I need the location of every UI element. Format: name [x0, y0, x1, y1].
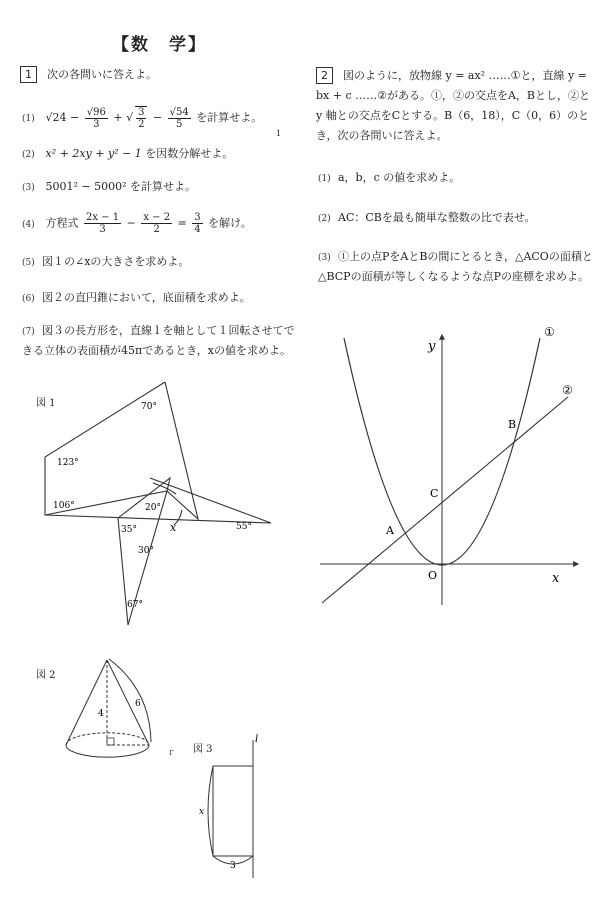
question-text: 図２の直円錐において，底面積を求めよ。 [42, 291, 251, 304]
angle-123: 123° [57, 458, 79, 468]
question-1-5: (5) 図１の∠xの大きさを求めよ。 [22, 255, 190, 268]
question-1-6: (6) 図２の直円錐において，底面積を求めよ。 [22, 291, 251, 304]
section-1-intro: 次の各問いに答えよ。 [47, 68, 157, 81]
expression: x² + 2xy + y² − 1 [45, 147, 142, 160]
origin-label: O [428, 569, 438, 582]
figure-3-label: 図 3 [193, 744, 213, 755]
angle-30: 30° [138, 546, 154, 556]
question-text: を計算せよ。 [196, 111, 263, 124]
rect-side-x-label: x [199, 807, 205, 817]
question-text: 図３の長方形を，直線 l を軸として１回転させてできる立体の表面積が45πであるとき，xの値を求めよ。 [22, 324, 295, 357]
angle-35: 35° [121, 525, 137, 535]
question-1-3: (3) 5001² − 5000² を計算せよ。 [22, 180, 197, 193]
stray-mark: 1 [276, 129, 282, 138]
question-2-2: (2) AC：CBを最も簡単な整数の比で表せ。 [318, 211, 536, 224]
figure-2-label: 図 2 [36, 670, 56, 681]
cone-height-label: 4 [98, 709, 104, 719]
expr-term: √24 [45, 111, 67, 124]
question-text: 図１の∠xの大きさを求めよ。 [42, 255, 190, 268]
question-1-4: (4) 方程式 $\frac{2x - 1}{3}$ − $\frac{x - 2}{2}$ = $\frac{3}{4}$ を解け。 [22, 212, 252, 235]
figure-1-label: 図 1 [36, 398, 56, 409]
angle-x-label: x [170, 521, 177, 534]
question-text: a，b，c の値を求めよ。 [338, 171, 461, 184]
angle-70: 70° [141, 402, 157, 412]
angle-67: 67° [127, 600, 143, 610]
parabola-line-graph [310, 320, 595, 610]
question-1-1: (1) √24 − $\frac{√96}{3}$ + √ $\frac{3}{2}$ − $\frac{√54}{5}$ を計算せよ。 [22, 106, 263, 130]
point-a-label: A [386, 524, 394, 537]
axis-l-label: l [255, 734, 259, 745]
section-2-header [316, 66, 592, 146]
sqrt-fraction: $\frac{3}{2}$ [135, 106, 147, 130]
fraction: $\frac{√96}{3}$ [86, 106, 106, 130]
section-1-header [20, 66, 157, 83]
figure-2-cone [55, 650, 165, 780]
angle-20: 20° [145, 503, 161, 513]
question-1-2: (2) x² + 2xy + y² − 1 を因数分解せよ。 [22, 147, 234, 160]
fig1-outer-shape [45, 382, 198, 519]
point-b-label: B [508, 418, 517, 431]
curve-1-label: ① [544, 325, 555, 339]
fraction: $\frac{√54}{5}$ [169, 106, 189, 130]
question-text: を計算せよ。 [130, 180, 197, 193]
point-c-label: C [430, 487, 439, 500]
section-2-intro: 図のように，放物線 y = ax² ……①と，直線 y = bx + c ……②がある。①，②の交点をA，Bとし，②と y 軸との交点をCとする。B（6，18），C（0，6）のとき，次の各問いに答えよ。 [316, 69, 590, 142]
x-axis-label: x [552, 571, 560, 586]
figure-1-diagram [0, 370, 300, 640]
question-text: ①上の点PをAとBの間にとるとき，△ACOの面積と△BCPの面積が等しくなるような点Pの座標を求めよ。 [318, 250, 593, 283]
stray-tick: r [169, 748, 174, 758]
question-text: を因数分解せよ。 [145, 147, 234, 160]
line-2-label: ② [562, 383, 573, 397]
fraction: $\frac{2x - 1}{3}$ [86, 212, 120, 235]
straight-line [322, 397, 568, 603]
expression: 5001² − 5000² [45, 180, 127, 193]
rect-width-label: 3 [230, 861, 236, 871]
question-2-3: (3) ①上の点PをAとBの間にとるとき，△ACOの面積と△BCPの面積が等しくなるような点Pの座標を求めよ。 [318, 250, 593, 283]
section-2-number: 2 [316, 67, 333, 84]
angle-55: 55° [236, 522, 252, 532]
question-1-7: (7) 図３の長方形を，直線 l を軸として１回転させてできる立体の表面積が45πであるとき，xの値を求めよ。 [22, 324, 295, 357]
cone-slant-label: 6 [135, 699, 141, 709]
figure-3-diagram [185, 730, 275, 880]
y-axis-label: y [428, 339, 436, 354]
fraction: $\frac{x - 2}{2}$ [143, 212, 171, 235]
question-text: AC：CBを最も簡単な整数の比で表せ。 [338, 211, 536, 224]
page-title: 【数 学】 [112, 35, 207, 55]
fraction: $\frac{3}{4}$ [194, 212, 201, 235]
question-2-1: (1) a，b，c の値を求めよ。 [318, 171, 461, 184]
section-1-number: 1 [20, 66, 37, 83]
question-text: を解け。 [208, 216, 252, 230]
angle-106: 106° [53, 501, 75, 511]
